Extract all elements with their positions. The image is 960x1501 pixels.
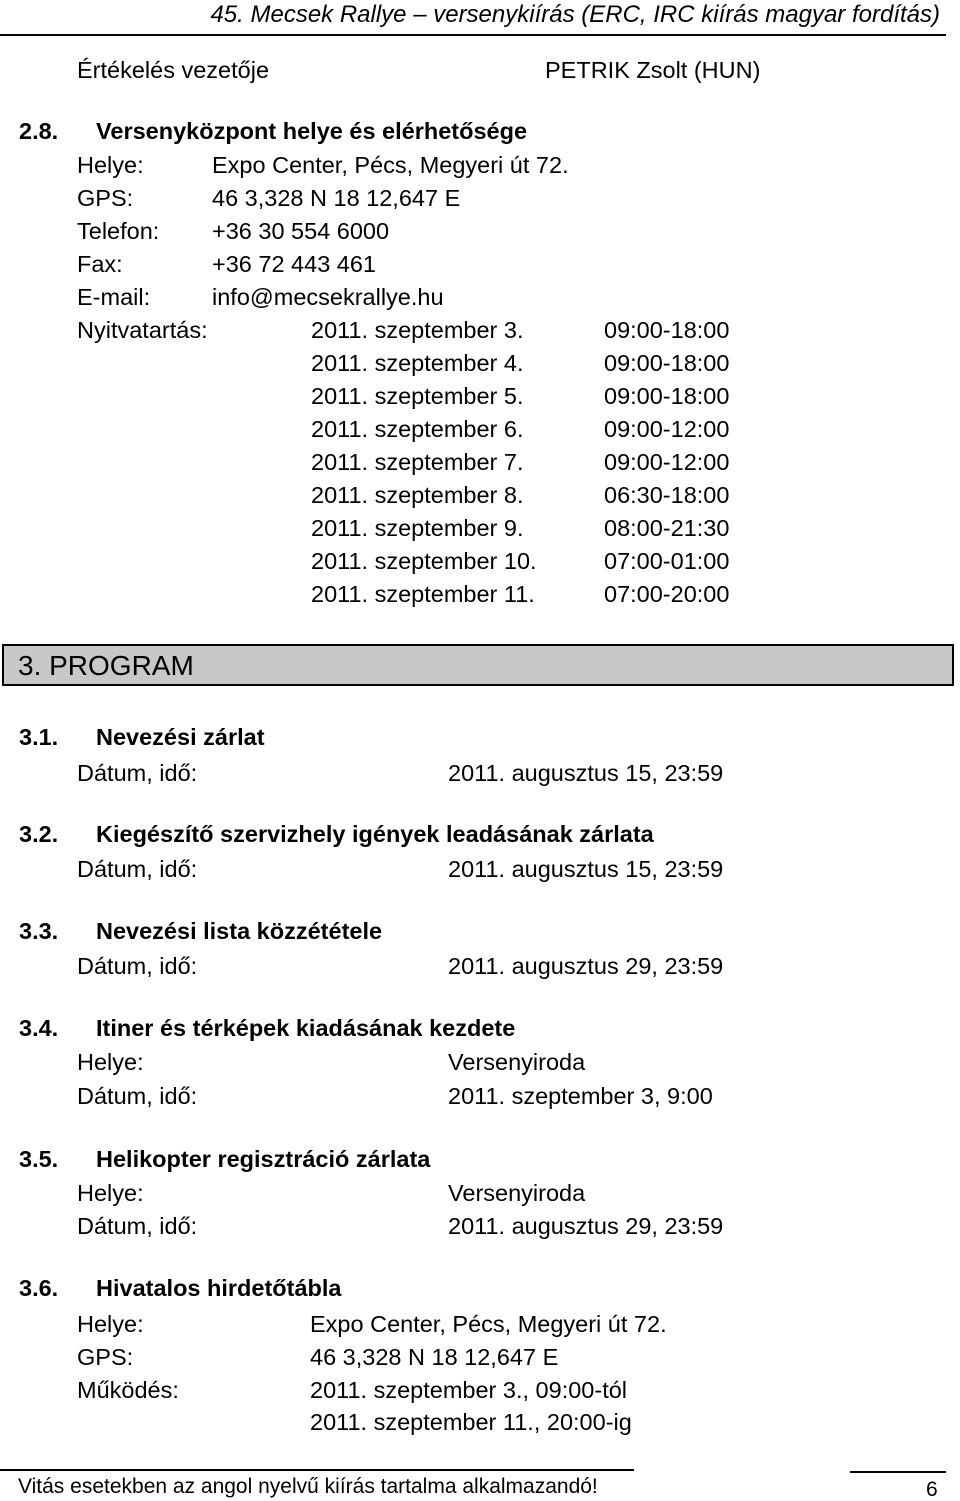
phone-value: +36 30 554 6000 [212, 218, 390, 244]
section-3-6-title: Hivatalos hirdetőtábla [96, 1275, 342, 1301]
opening-date: 2011. szeptember 4. [311, 350, 524, 376]
section-3-3-title: Nevezési lista közzététele [96, 918, 383, 944]
operation-label: Működés: [77, 1377, 179, 1403]
place-label: Helye: [77, 1049, 144, 1075]
date-label: Dátum, idő: [77, 1083, 198, 1109]
opening-date: 2011. szeptember 3. [311, 317, 524, 343]
page-number: 6 [926, 1478, 938, 1501]
operation-end: 2011. szeptember 11., 20:00-ig [310, 1409, 632, 1435]
eval-value: PETRIK Zsolt (HUN) [545, 57, 761, 83]
place-value: Versenyiroda [448, 1049, 586, 1075]
opening-time: 09:00-12:00 [604, 416, 730, 442]
opening-time: 09:00-18:00 [604, 317, 730, 343]
opening-date: 2011. szeptember 9. [311, 515, 524, 541]
date-value: 2011. szeptember 3, 9:00 [448, 1083, 713, 1109]
date-label: Dátum, idő: [77, 1213, 198, 1239]
section-3-1-title: Nevezési zárlat [96, 724, 265, 750]
fax-value: +36 72 443 461 [212, 251, 377, 277]
opening-date: 2011. szeptember 6. [311, 416, 524, 442]
date-label: Dátum, idő: [77, 760, 198, 786]
date-value: 2011. augusztus 29, 23:59 [448, 953, 724, 979]
date-value: 2011. augusztus 15, 23:59 [448, 760, 724, 786]
page-number-rule [850, 1471, 946, 1473]
location-value: Expo Center, Pécs, Megyeri út 72. [212, 152, 569, 178]
opening-date: 2011. szeptember 8. [311, 482, 524, 508]
document-header-title: 45. Mecsek Rallye – versenykiírás (ERC, IRC kiírás magyar fordítás) [210, 1, 940, 28]
opening-time: 08:00-21:30 [604, 515, 730, 541]
opening-date: 2011. szeptember 7. [311, 449, 524, 475]
section-3-5-title: Helikopter regisztráció zárlata [96, 1146, 431, 1172]
header-rule [0, 34, 946, 36]
date-value: 2011. augusztus 15, 23:59 [448, 856, 724, 882]
section-2-8-title: Versenyközpont helye és elérhetősége [96, 118, 528, 144]
footer-rule [0, 1469, 634, 1471]
section-3-5-number: 3.5. [19, 1146, 59, 1172]
program-heading: 3. PROGRAM [18, 650, 194, 681]
opening-date: 2011. szeptember 5. [311, 383, 524, 409]
phone-label: Telefon: [77, 218, 160, 244]
location-label: Helye: [77, 152, 144, 178]
email-value: info@mecsekrallye.hu [212, 284, 444, 310]
operation-start: 2011. szeptember 3., 09:00-tól [310, 1377, 628, 1403]
opening-time: 06:30-18:00 [604, 482, 730, 508]
section-3-2-number: 3.2. [19, 821, 59, 847]
section-3-6-number: 3.6. [19, 1275, 59, 1301]
gps-value: 46 3,328 N 18 12,647 E [310, 1344, 559, 1370]
eval-label: Értékelés vezetője [77, 57, 270, 83]
opening-time: 09:00-12:00 [604, 449, 730, 475]
section-3-1-number: 3.1. [19, 724, 59, 750]
opening-time: 07:00-01:00 [604, 548, 730, 574]
opening-time: 07:00-20:00 [604, 581, 730, 607]
footer-note: Vitás esetekben az angol nyelvű kiírás tartalma alkalmazandó! [18, 1475, 598, 1498]
gps-label: GPS: [77, 1344, 134, 1370]
place-label: Helye: [77, 1311, 144, 1337]
date-value: 2011. augusztus 29, 23:59 [448, 1213, 724, 1239]
gps-value: 46 3,328 N 18 12,647 E [212, 185, 461, 211]
opening-date: 2011. szeptember 10. [311, 548, 537, 574]
section-3-2-title: Kiegészítő szervizhely igények leadásának zárlata [96, 821, 654, 847]
date-label: Dátum, idő: [77, 856, 198, 882]
opening-time: 09:00-18:00 [604, 383, 730, 409]
date-label: Dátum, idő: [77, 953, 198, 979]
place-value: Expo Center, Pécs, Megyeri út 72. [310, 1311, 667, 1337]
place-value: Versenyiroda [448, 1180, 586, 1206]
section-3-4-number: 3.4. [19, 1015, 59, 1041]
opening-date: 2011. szeptember 11. [311, 581, 535, 607]
gps-label: GPS: [77, 185, 134, 211]
fax-label: Fax: [77, 251, 123, 277]
section-2-8-number: 2.8. [19, 118, 59, 144]
section-3-4-title: Itiner és térképek kiadásának kezdete [96, 1015, 516, 1041]
opening-hours-label: Nyitvatartás: [77, 317, 208, 343]
email-label: E-mail: [77, 284, 151, 310]
place-label: Helye: [77, 1180, 144, 1206]
section-3-3-number: 3.3. [19, 918, 59, 944]
opening-time: 09:00-18:00 [604, 350, 730, 376]
